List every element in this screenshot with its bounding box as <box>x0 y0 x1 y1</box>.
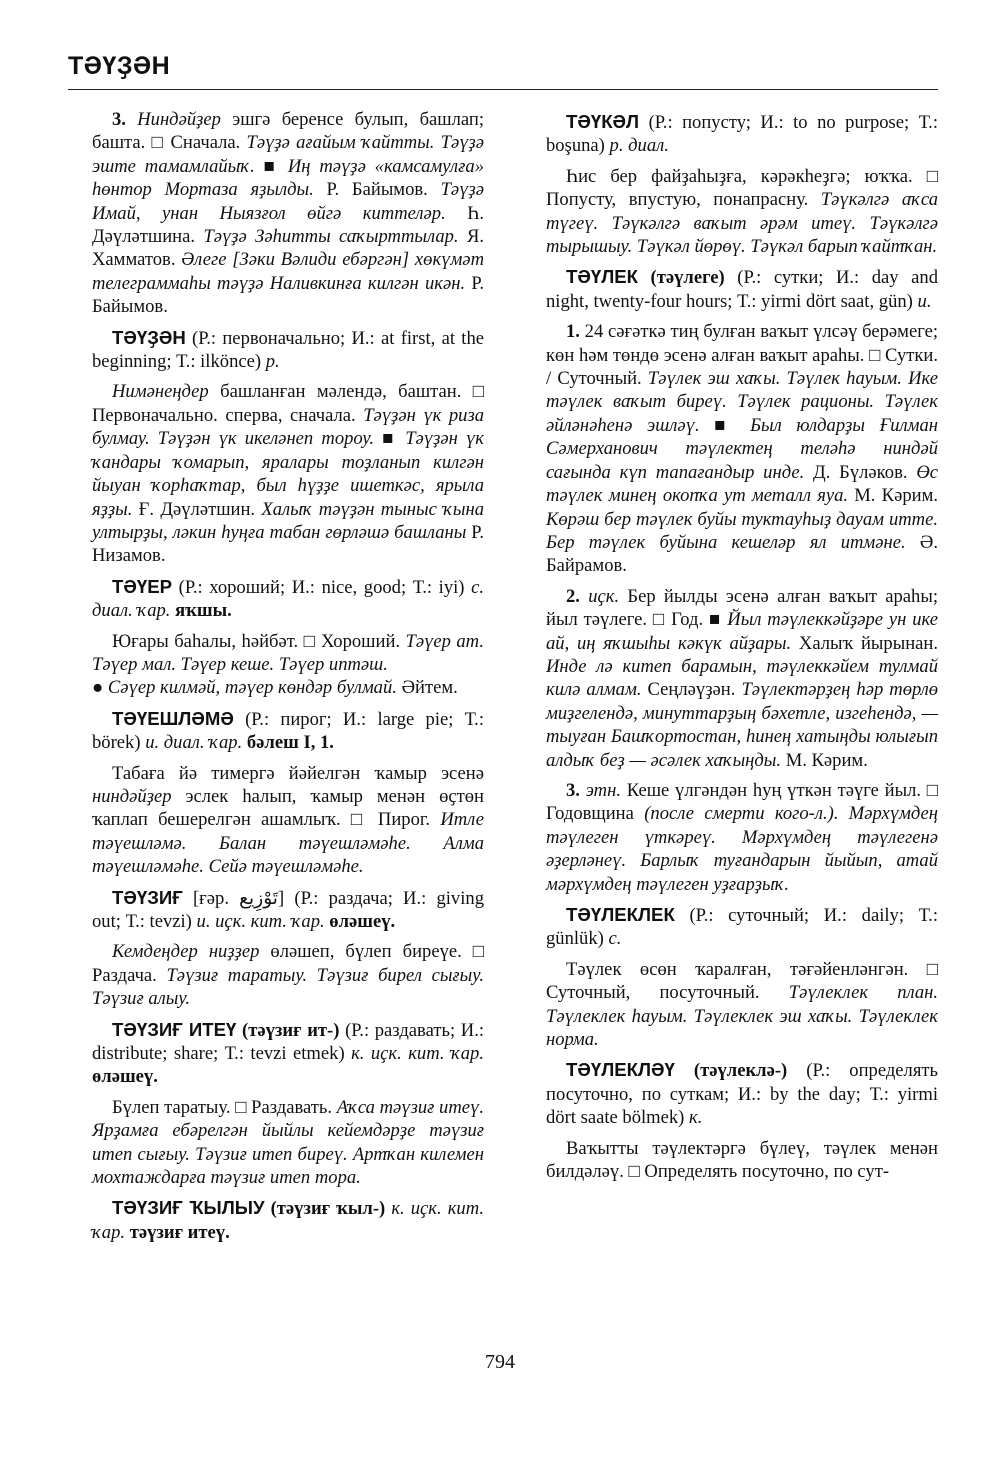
running-head: ТӘҮҘӘН <box>68 52 171 80</box>
black-square-icon <box>714 415 735 436</box>
entry-taulek-sense2: 2. иҫк. Бер йылды эсенә алған ваҡыт араһы; йыл тәүлеге. □ Год. ■ Йыл тәүлеккәйҙәре ун ике ай, иң яҡшыһы кәкүк айҙары. Халыҡ йырынан. Инде лә китеп барамын, тәүлеккәйем тулмай килә алмам. Сеңләүҙән. Тәүлектәрҙең һәр төрлө миҙгелендә, минуттарҙың бәхетле, изгеһендә, — тыуған Башҡортостан, һинең хатыңды юлығып алдыҡ беҙ — әсәлек хаҡыңды. М. Кәрим. <box>546 585 938 772</box>
headword: ТӘҮЗИҒ ҠЫЛЫУ <box>112 1197 265 1219</box>
square-icon <box>653 609 665 630</box>
headword: ТӘҮКӘЛ <box>566 111 640 132</box>
square-icon <box>473 941 484 962</box>
headword: ТӘҮЕР <box>112 575 173 597</box>
square-icon <box>473 381 484 402</box>
entry-taueshlama: ТӘҮЕШЛӘМӘ (Р.: пирог; И.: large pie; Т.: börek) и. диал. ҡар. бәлеш I, 1. <box>92 707 484 754</box>
headword: ТӘҮҘӘН <box>112 326 186 348</box>
entry-taujha-sense3: 3. Ниндәйҙер эшгә беренсе булып, башлап; башта. □ Сначала. Тәүҙә ағайым ҡайтты. Тәүҙә эште тамамлайыҡ. ■ Иң тәүҙә «камсамулға» һөнтор Мортаза яҙылды. Р. Байымов. Тәүҙә Имай, унан Ныязғол өйгә киттеләр. Һ. Дәүләтшина. Тәүҙә Зәһитты саҡырттылар. Я. Хамматов. Әлеге [Зәки Вәлиди ебәргән] хөкүмәт телеграммаһы тәүҙә Наливкинға килгән икән. Р. Байымов. <box>92 108 484 319</box>
square-icon <box>927 959 938 980</box>
entry-tauleklau: ТӘҮЛЕКЛӘҮ (тәүлеклә-) (Р.: определять посуточно, по суткам; И.: by the day; Т.: yirmi dört saate bölmek) к. <box>546 1059 938 1129</box>
entry-taukal: ТӘҮКӘЛ (Р.: попусту; И.: to no purpose; Т.: boşuna) р. диал. <box>546 111 938 157</box>
entry-tauleklau-def: Ваҡытты тәүлектәргә бүлеү, тәүлек менән билдәләү. □ Определять посуточно, по сут- <box>546 1137 938 1184</box>
page-number: 794 <box>485 1351 515 1373</box>
right-column <box>546 108 938 1190</box>
entry-tauzig-qylyu: ТӘҮЗИҒ ҠЫЛЫУ (тәүзиғ ҡыл-) к. иҫк. кит. ҡар. тәүзиғ итеү. <box>92 1197 485 1243</box>
square-icon <box>351 809 368 830</box>
headword: ТӘҮЗИҒ <box>112 886 183 908</box>
entry-taujhan-def: Нимәнеңдер башланған мәлендә, баштан. □ Первоначально. сперва, сначала. Тәүҙән үк риза булмау. Тәүҙән үк икеләнеп тороу. ■ Тәүҙән үк ҡандары ҡомарып, яралары тоҙланып килгән йыуан ҡорһаҡтар, был һүҙҙе ишеткәс, ярыла яҙҙы. Ғ. Дәүләтшин. Халыҡ тәүҙән тыныс ҡына ултырҙы, ләкин һуңға табан гөрләшә башланы Р. Низамов. <box>92 380 484 567</box>
entry-taujhan: ТӘҮҘӘН (Р.: первоначально; И.: at first, at the beginning; Т.: ilkönce) р. <box>92 326 484 373</box>
entry-tauer-def: Юғары баһалы, һәйбәт. □ Хороший. Тәүер ат. Тәүер мал. Тәүер кеше. Тәүер иптәш. ● Сәүер килмәй, тәүер көндәр булмай. Әйтем. <box>92 630 484 700</box>
entry-tauzig-def: Кемдеңдер ниҙҙер өләшеп, бүлеп биреүе. □ Раздача. Тәүзиғ таратыу. Тәүзиғ бирел сығыу. Тәүзиғ алыу. <box>92 940 484 1010</box>
entry-tauleklek-def: Тәүлек өсөн ҡаралған, тәғәйенләнгән. □ Суточный, посуточный. Тәүлеклек план. Тәүлеклек һауым. Тәүлеклек эш хаҡы. Тәүлеклек норма. <box>546 958 938 1052</box>
entry-tauzig-iteu: ТӘҮЗИҒ ИТЕҮ (тәүзиғ ит-) (Р.: раздавать; И.: distribute; share; Т.: tevzi etmek) к. иҫк. кит. ҡар. өләшеү. <box>92 1018 485 1088</box>
square-icon <box>629 1161 640 1182</box>
square-icon <box>869 345 880 366</box>
entry-taulek-sense3: 3. этн. Кеше үлгәндән һуң үткән тәүге йыл. □ Годовщина (после смерти кого-л.). Мәрхүмдең тәүлеген үткәреү. Мәрхүмдең тәүлегенә әҙерләнеү. Барлыҡ туғандарын йыйып, атай мәрхүмдең тәүлеген уҙғарҙыҡ. <box>546 779 938 896</box>
headword: ТӘҮЗИҒ ИТЕҮ <box>112 1018 237 1040</box>
entry-tauleklek: ТӘҮЛЕКЛЕК (Р.: суточный; И.: daily; Т.: günlük) с. <box>546 904 938 950</box>
square-icon <box>304 631 316 652</box>
headword: ТӘҮЛЕКЛЕК <box>566 904 675 925</box>
square-icon <box>927 166 938 187</box>
square-icon <box>235 1097 246 1118</box>
entry-taueshlama-def: Табаға йә тимергә йәйелгән ҡамыр эсенә ниндәйҙер эслек һалып, ҡамыр менән өҫтөн ҡаплап бешерелгән ашамлыҡ. □ Пирог. Итле тәүешләмә. Балан тәүешләмәһе. Алма тәүешләмәһе. Сейә тәүешләмәһе. <box>92 762 484 879</box>
left-column <box>92 108 484 1251</box>
black-square-icon <box>382 428 397 449</box>
black-square-icon <box>264 156 279 177</box>
entry-tauzig-iteu-def: Бүлеп таратыу. □ Раздавать. Аҡса тәүзиғ итеү. Ярҙамға ебәрелгән йыйлы кейемдәрҙе тәүзиғ итеп сығыу. Тәүзиғ итеп биреү. Артҡан килемен мохтаждарға тәүзиғ итеп тора. <box>92 1096 484 1190</box>
square-icon <box>927 780 938 801</box>
entry-taukal-def: Һис бер файҙаһыҙға, кәрәкһеҙгә; юҡҡа. □ Попусту, впустую, понапрасну. Тәүкәлгә аҡса түгеү. Тәүкәлгә ваҡыт әрәм итеү. Тәүкәлгә тырышыу. Тәүкәл йөрөү. Тәүкәл барып ҡайтҡан. <box>546 165 938 259</box>
headword: ТӘҮЛЕК <box>566 266 638 288</box>
header-rule <box>68 89 938 90</box>
square-icon <box>152 132 165 153</box>
headword: ТӘҮЛЕКЛӘҮ <box>566 1059 675 1081</box>
black-square-icon <box>709 609 721 630</box>
entry-tauzig: ТӘҮЗИҒ [ғәр. تَوْزِيع] (Р.: раздача; И.: giving out; Т.: tevzi) и. иҫк. кит. ҡар. өләшеү. <box>92 886 484 932</box>
entry-taulek-sense1: 1. 24 сәғәткә тиң булған ваҡыт үлсәү берәмеге; көн һәм төндө эсенә алған ваҡыт араһы. □ Сутки. / Суточный. Тәүлек эш хаҡы. Тәүлек һауым. Ике тәүлек ваҡыт биреү. Тәүлек рационы. Тәүлек әйләнәһенә эшләү. ■ Был юлдарҙы Ғилман Сәмерханович тәүлектең теләһә ниндәй сағында күп тапағандыр инде. Д. Бүләков. Өс тәүлек минең окопҡа ут металл яуа. М. Кәрим. Көрәш бер тәүлек буйы туктауһыҙ дауам итте. Бер тәүлек буйына кешеләр ял итмәне. Ә. Байрамов. <box>546 320 938 577</box>
entry-taulek: ТӘҮЛЕК (тәүлеге) (Р.: сутки; И.: day and night, twenty-four hours; Т.: yirmi dört saat, gün) и. <box>546 266 938 312</box>
entry-tauer: ТӘҮЕР (Р.: хороший; И.: nice, good; Т.: iyi) с. диал. ҡар. яҡшы. <box>92 575 484 622</box>
headword: ТӘҮЕШЛӘМӘ <box>112 707 234 729</box>
